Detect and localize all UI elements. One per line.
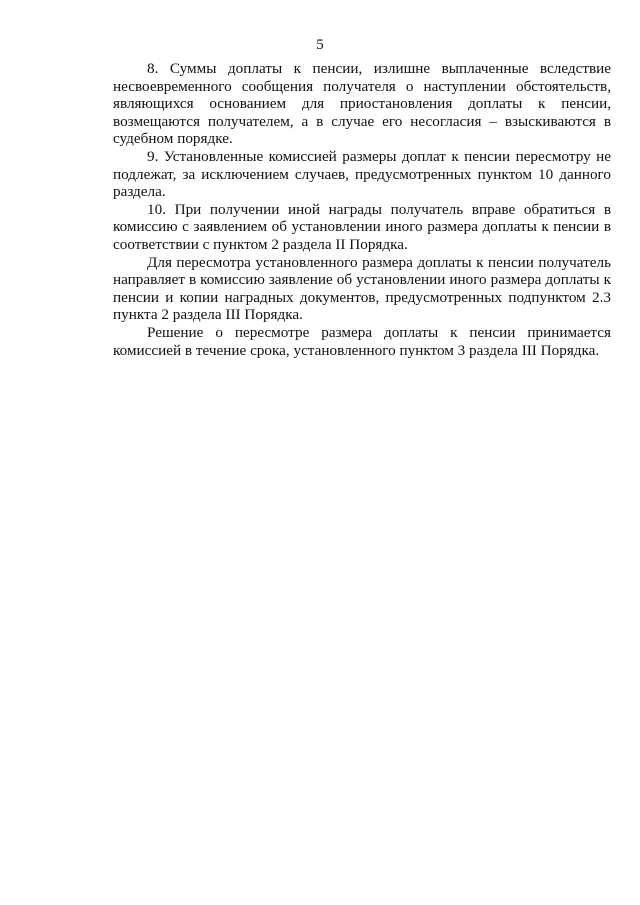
paragraph-revision-application: Для пересмотра установленного размера доплаты к пенсии получатель направляет в комиссию заявление об установлении иного размера доплаты к пенсии и копии наградных документов, предусмотренных подпунктом 2.3 пункта 2 раздела III Порядка. (113, 253, 611, 324)
document-body (113, 60, 611, 359)
page-number: 5 (316, 37, 324, 53)
paragraph-revision-decision: Решение о пересмотре размера доплаты к пенсии принимается комиссией в течение срока, установленного пунктом 3 раздела III Порядка. (113, 323, 611, 359)
paragraph-item-10: 10. При получении иной награды получатель вправе обратиться в комиссию с заявлением об установлении иного размера доплаты к пенсии в соответствии с пунктом 2 раздела II Порядка. (113, 200, 611, 253)
paragraph-item-8: 8. Суммы доплаты к пенсии, излишне выплаченные вследствие несвоевременного сообщения получателя о наступлении обстоятельств, являющихся основанием для приостановления доплаты к пенсии, возмещаются получателем, а в случае его несогласия – взыскиваются в судебном порядке. (113, 60, 611, 148)
paragraph-item-9: 9. Установленные комиссией размеры доплат к пенсии пересмотру не подлежат, за исключением случаев, предусмотренных пунктом 10 данного раздела. (113, 147, 611, 201)
